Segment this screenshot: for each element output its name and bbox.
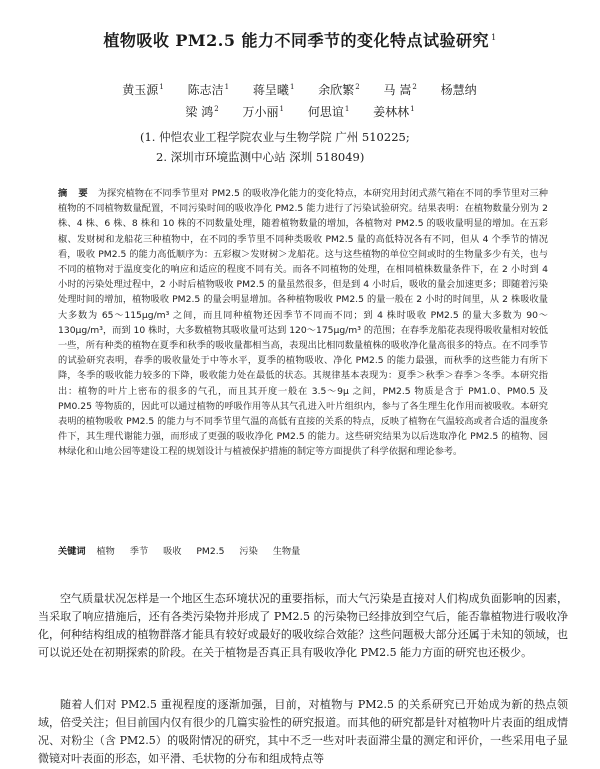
keyword: 生物量 <box>272 546 301 557</box>
author: 何思谊$^1$ <box>307 105 350 119</box>
keyword: 植物 <box>96 546 115 557</box>
paper-title <box>40 28 560 51</box>
keyword: 季节 <box>129 546 149 557</box>
author: 蒋呈曦$^1$ <box>252 83 295 97</box>
title-footnote-mark: 1 <box>491 32 497 42</box>
author: 杨慧纳 <box>440 83 477 97</box>
author: 梁 鸿$^2$ <box>185 105 219 119</box>
keywords-label: 关键词 <box>58 546 86 557</box>
abstract-label: 摘 要 <box>58 188 92 199</box>
author-line-2 <box>60 100 540 121</box>
author-line-1 <box>60 78 540 99</box>
author: 余欣繁$^2$ <box>318 83 360 97</box>
keyword: 污染 <box>239 546 258 557</box>
abstract-text: 为探究植物在不同季节里对 PM2.5 的吸收净化能力的变化特点，本研究用封闭式蒸气箱在不同的季节里对三种植物的不同植物数量配置，不同污染时间的吸收净化 PM2.5 能力进行了污染试验研究。结果表明：在植物数量分别为 2 株、4 株、6 株、8 株和 10 株的不同数量处理，随着植物数量的增加，各植物对 PM2.5 的吸收量明显的增加。在五彩椒、发财树和龙船花三种植物中，在不同的季节里不同种类吸收 PM2.5 量的高低特况各有不同，但从 4 个季节的情况看，吸收 PM2.5 的能力高低顺序为：五彩椒＞发财树＞龙船花。这与这些植物的单位空间或时的生物量多少有关，也与不同的植物对于温度变化的响应和适应的程度不同有关。而各不同植物的处理，在相同植株数量条件下，在 2 小时到 4 小时的污染处理过程中，2 小时后植物吸收 PM2.5 的量虽然很多，但是到 4 小时后，吸收的量会加速更多；即随着污染处理时间的增加，植物吸收 PM2.5 的量会明显增加。各种植物吸收 PM2.5 的量一般在 2 小时的时间里，从 2 株吸收量大多数为 65～115μg/m³ 之间，而且同种植物还因季节不同而不同；到 4 株时吸收 PM2.5 的量大多数为 90～130μg/m³，而到 10 株时，大多数植物其吸收量可达到 120～175μg/m³ 的范围；在春季龙船花表现得吸收量相对较低一些，所有种类的植物在夏季和秋季的吸收量都相当高，表现出比相同数量植株的吸收净化量高很多的特点。在不同季节的试验研究表明，春季的吸收量处于中等水平，夏季的植物吸收、净化 PM2.5 的能力最强，而秋季的这些能力有所下降，冬季的吸收能力较多的下降，吸收能力处在最低的状态。其规律基本表现为：夏季＞秋季＞春季＞冬季。本研究指出：植物的叶片上密布的很多的气孔，而且其开度一般在 3.5～9μ 之间，PM2.5 物质是含于 PM1.0、PM0.5 及 PM0.25 等物质的，因此可以通过植物的呼吸作用等从其气孔进入叶片组织内，参与了各生理生化作用而被吸收。本研究表明的植物吸收 PM2.5 的能力与不同季节里气温的高低有直接的关系的特点，反映了植物在气温较高或者合适的温度条件下，其生理代谢能力强，而形成了更强的吸收净化 PM2.5 的能力。这些研究结果为以后选取净化 PM2.5 的植物、园林绿化和山地公园等建设工程的规划设计与植被保护措施的制定等方面提供了科学依据和理论参考。 <box>58 188 548 458</box>
keywords <box>58 544 548 559</box>
author: 马 嵩$^2$ <box>383 83 417 97</box>
abstract <box>58 186 548 460</box>
body-paragraph-2: 随着人们对 PM2.5 重视程度的逐渐加强，目前，对植物与 PM2.5 的关系研究已开始成为新的热点领域，倍受关注；但目前国内仅有很少的几篇实验性的研究报道。而其他的研究都是针对植物叶片表面的组成情况、对粉尘（含 PM2.5）的吸附情况的研究，其中不乏一些对叶表面滞尘量的测定和评价，一些采用电子显微镜对叶表面的形态，如平滑、毛状物的分布和组成特点等 <box>38 698 568 765</box>
author: 黄玉源$^1$ <box>122 83 164 97</box>
keyword: PM2.5 <box>196 546 225 557</box>
author: 姜林林$^1$ <box>373 105 415 119</box>
body-paragraph-1: 空气质量状况怎样是一个地区生态环境状况的重要指标，而大气污染是直接对人们构成负面影响的因素，当采取了响应措施后，还有各类污染物并形成了 PM2.5 的污染物已经排放到空气后，能否靠植物进行吸收净化，何种结构组成的植物群落才能具有较好或最好的吸收综合效能？这些问题极大部分还属于未知的领域，也可以说还处在初期探索的阶段。在关于植物是否真正具有吸收净化 PM2.5 能力方面的研究也还极少。 <box>38 592 568 659</box>
affiliation-2: 2. 深圳市环境监测中心站 深圳 518049) <box>156 150 365 164</box>
affiliation-1: (1. 仲恺农业工程学院农业与生物学院 广州 510225; <box>140 130 410 144</box>
keyword: 吸收 <box>163 546 182 557</box>
author: 陈志洁$^1$ <box>187 83 230 97</box>
paper-title-text: 植物吸收 PM2.5 能力不同季节的变化特点试验研究 <box>103 31 490 50</box>
author: 万小丽$^1$ <box>242 105 284 119</box>
